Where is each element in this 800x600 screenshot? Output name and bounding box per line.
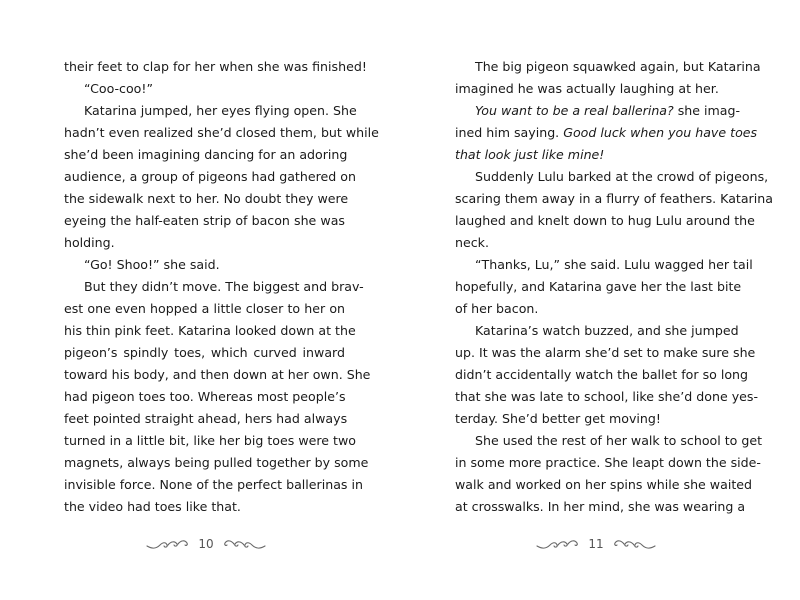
text-span: laughed and knelt down to hug Lulu around the: [455, 213, 755, 228]
text-line: [455, 474, 753, 496]
text-line: holding.: [64, 235, 115, 250]
text-line: “Go! Shoo!” she said.: [84, 257, 220, 272]
text-line: their feet to clap for her when she was finished!: [64, 59, 367, 74]
text-line: [455, 210, 755, 232]
text-span: neck.: [455, 235, 489, 250]
text-line: [455, 386, 759, 408]
swirl-flourish-icon: [146, 537, 190, 551]
text-span: didn’t accidentally watch the ballet for so long: [455, 367, 749, 382]
text-span: The big pigeon squawked again, but Katarina: [475, 59, 761, 74]
text-line: [455, 100, 741, 122]
text-span: up. It was the alarm she’d set to make sure she: [455, 345, 756, 360]
text-line: [455, 452, 761, 474]
text-line: Katarina jumped, her eyes flying open. She: [84, 103, 357, 118]
text-line: [455, 56, 761, 78]
text-span: Suddenly Lulu barked at the crowd of pigeons,: [475, 169, 769, 184]
text-span: at crosswalks. In her mind, she was wearing a: [455, 499, 746, 514]
text-span: walk and worked on her spins while she waited: [455, 477, 753, 492]
text-line: audience, a group of pigeons had gathered on: [64, 169, 356, 184]
left-page-footer: [146, 532, 266, 556]
text-line: [455, 342, 756, 364]
text-line: feet pointed straight ahead, hers had always: [64, 411, 348, 426]
text-line: [455, 232, 738, 254]
text-line: hadn’t even realized she’d closed them, but while: [64, 125, 379, 140]
text-line: [455, 408, 738, 430]
text-span: that she was late to school, like she’d done yes-: [455, 389, 759, 404]
text-span: imagined he was actually laughing at her.: [455, 81, 719, 96]
right-page-footer: [536, 532, 656, 556]
text-span: she imag-: [673, 103, 741, 118]
text-span: in some more practice. She leapt down the side-: [455, 455, 761, 470]
text-span: terday. She’d better get moving!: [455, 411, 661, 426]
text-line: she’d been imagining dancing for an adoring: [64, 147, 348, 162]
page-number: 11: [588, 537, 604, 551]
text-line: [455, 298, 738, 320]
text-span: Katarina’s watch buzzed, and she jumped: [475, 323, 739, 338]
text-line: [455, 188, 773, 210]
text-line: [455, 254, 753, 276]
text-line: [455, 276, 742, 298]
text-span: scaring them away in a flurry of feathers. Katarina: [455, 191, 773, 206]
text-span: ined him saying.: [455, 125, 564, 140]
text-line: [455, 122, 758, 144]
text-line: had pigeon toes too. Whereas most people’s: [64, 389, 346, 404]
text-line: eyeing the half-eaten strip of bacon she was: [64, 213, 345, 228]
text-line: [455, 430, 763, 452]
swirl-flourish-icon: [536, 537, 580, 551]
text-line: [455, 496, 746, 518]
italic-text: You want to be a real ballerina?: [475, 103, 674, 118]
text-span: She used the rest of her walk to school to get: [475, 433, 763, 448]
swirl-flourish-icon: [612, 537, 656, 551]
text-line: But they didn’t move. The biggest and brav-: [84, 279, 364, 294]
text-line: pigeon’s spindly toes, which curved inward: [64, 345, 345, 360]
text-span: of her bacon.: [455, 301, 539, 316]
text-line: [455, 166, 769, 188]
text-line: the video had toes like that.: [64, 499, 241, 514]
text-line: [455, 144, 738, 166]
italic-text: that look just like mine!: [455, 147, 605, 162]
text-span: “Thanks, Lu,” she said. Lulu wagged her tail: [475, 257, 753, 272]
text-line: invisible force. None of the perfect ballerinas in: [64, 477, 363, 492]
text-line: [455, 364, 749, 386]
text-line: magnets, always being pulled together by some: [64, 455, 369, 470]
italic-text: Good luck when you have toes: [563, 125, 758, 140]
text-line: “Coo-coo!”: [84, 81, 153, 96]
text-span: hopefully, and Katarina gave her the last bite: [455, 279, 742, 294]
swirl-flourish-icon: [222, 537, 266, 551]
text-line: [455, 78, 738, 100]
text-line: [455, 320, 738, 342]
text-line: est one even hopped a little closer to her on: [64, 301, 345, 316]
text-line: toward his body, and then down at her own. She: [64, 367, 371, 382]
text-line: turned in a little bit, like her big toes were two: [64, 433, 356, 448]
page-number: 10: [198, 537, 214, 551]
text-line: the sidewalk next to her. No doubt they were: [64, 191, 349, 206]
text-line: his thin pink feet. Katarina looked down at the: [64, 323, 356, 338]
